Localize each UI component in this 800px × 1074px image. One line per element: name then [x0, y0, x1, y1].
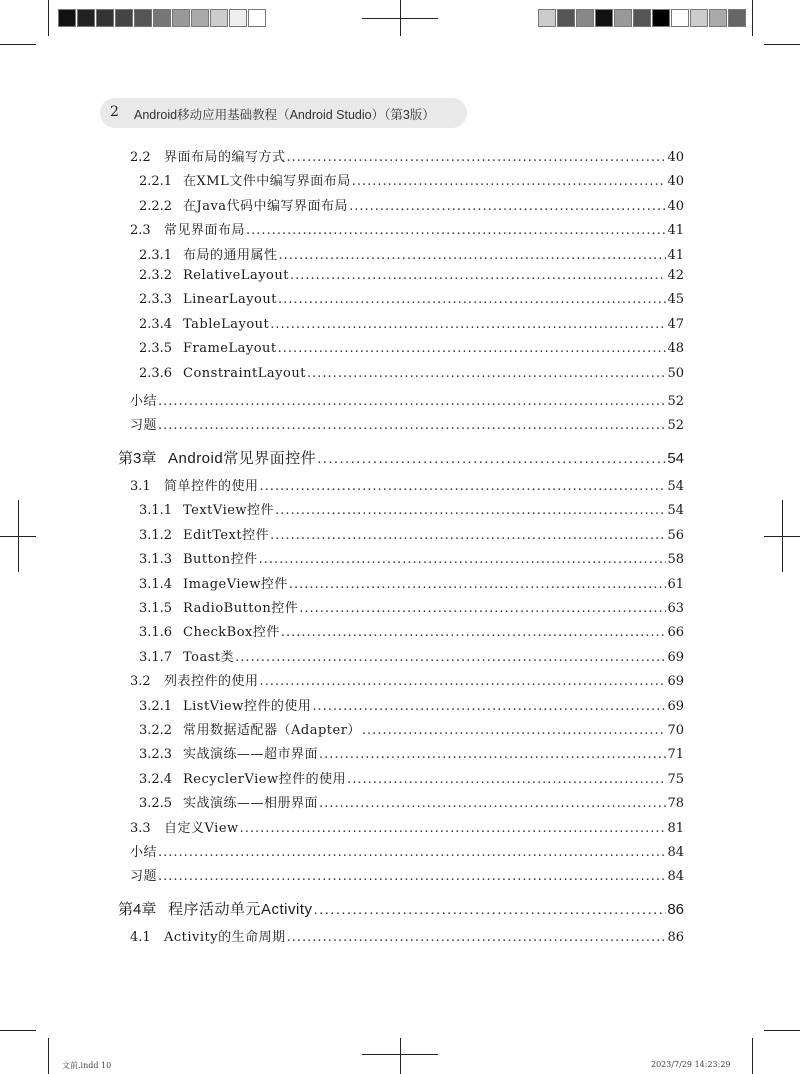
toc-entry-title: 实战演练——相册界面: [183, 796, 319, 812]
toc-entry-title: RecyclerView控件的使用: [183, 771, 347, 787]
toc-dot-leader: [278, 292, 666, 307]
toc-entry-page: 48: [667, 341, 684, 357]
toc-entry-number: 3.1.7: [139, 649, 173, 665]
toc-entry-page: 56: [667, 527, 684, 543]
toc-dot-leader: [287, 930, 667, 945]
toc-entry-page: 66: [667, 625, 684, 641]
toc-entry-number: 3.2.5: [139, 796, 173, 812]
toc-dot-leader: [312, 699, 666, 714]
color-swatch: [538, 9, 556, 27]
color-swatch: [229, 9, 247, 27]
toc-dot-leader: [349, 199, 666, 214]
color-swatch: [652, 9, 670, 27]
toc-dot-leader: [352, 174, 667, 189]
toc-entry: [118, 695, 684, 719]
color-swatch: [633, 9, 651, 27]
footer-file-name: 文前.indd 10: [62, 1061, 112, 1070]
toc-entry: [118, 926, 684, 950]
toc-entry-title: ListView控件的使用: [183, 698, 312, 714]
toc-entry-title: 在Java代码中编写界面布局: [183, 198, 349, 214]
toc-dot-leader: [287, 150, 667, 165]
toc-entry-title: 简单控件的使用: [164, 479, 259, 495]
toc-dot-leader: [314, 901, 667, 918]
toc-dot-leader: [260, 479, 667, 494]
color-swatch: [614, 9, 632, 27]
color-swatch: [248, 9, 266, 27]
toc-entry-page: 40: [667, 174, 684, 190]
toc-entry-number: 3.1.3: [139, 552, 173, 568]
toc-dot-leader: [279, 248, 667, 263]
toc-entry-page: 84: [667, 869, 684, 885]
color-swatch: [709, 9, 727, 27]
toc-entry: [118, 670, 684, 694]
toc-entry-title: 自定义View: [164, 820, 239, 836]
toc-entry-page: 69: [667, 649, 684, 665]
toc-entry-number: 2.3.6: [139, 365, 173, 381]
toc-entry-title: 在XML文件中编写界面布局: [183, 174, 351, 190]
toc-entry: [118, 768, 684, 792]
toc-entry-page: 81: [667, 820, 684, 836]
toc-dot-leader: [158, 418, 666, 433]
toc-entry-title: Toast类: [183, 649, 235, 665]
grayscale-color-bar-right: [538, 9, 747, 27]
toc-entry-page: 41: [667, 247, 684, 263]
toc-entry: [118, 524, 684, 548]
toc-entry-number: 2.2.1: [139, 174, 173, 190]
toc-entry-title: 常见界面布局: [164, 223, 246, 239]
toc-entry-page: 63: [667, 601, 684, 617]
color-swatch: [153, 9, 171, 27]
toc-chapter-entry: [118, 898, 684, 922]
color-swatch: [576, 9, 594, 27]
toc-entry-title: RadioButton控件: [183, 601, 299, 617]
toc-dot-leader: [275, 503, 666, 518]
toc-dot-leader: [158, 394, 666, 409]
toc-entry-title: Android常见界面控件: [168, 449, 317, 467]
toc-entry: [118, 317, 684, 341]
color-swatch: [58, 9, 76, 27]
toc-entry: [118, 292, 684, 316]
toc-dot-leader: [319, 747, 666, 762]
toc-entry: [118, 195, 684, 219]
toc-entry-number: 3.2: [130, 674, 151, 690]
toc-entry-number: 3.2.4: [139, 771, 173, 787]
toc-entry-page: 70: [667, 722, 684, 738]
toc-entry-page: 75: [667, 771, 684, 787]
toc-dot-leader: [158, 869, 666, 884]
toc-entry-page: 42: [667, 267, 684, 283]
toc-dot-leader: [317, 450, 666, 467]
toc-entry: [118, 621, 684, 645]
color-swatch: [728, 9, 746, 27]
toc-entry: [118, 414, 684, 438]
toc-entry-title: 列表控件的使用: [164, 674, 259, 690]
toc-dot-leader: [319, 796, 666, 811]
toc-entry: [118, 817, 684, 841]
toc-entry-title: CheckBox控件: [183, 625, 280, 641]
toc-entry-title: 界面布局的编写方式: [164, 150, 286, 165]
toc-entry-page: 41: [667, 223, 684, 239]
toc-entry: [118, 366, 684, 390]
toc-dot-leader: [278, 341, 667, 356]
toc-entry: [118, 219, 684, 243]
toc-entry-number: 第3章: [118, 449, 157, 467]
toc-dot-leader: [289, 577, 667, 592]
toc-dot-leader: [259, 552, 667, 567]
toc-entry-number: 4.1: [130, 930, 151, 946]
toc-entry-number: 3.2.1: [139, 698, 173, 714]
toc-entry-page: 86: [667, 900, 684, 918]
toc-entry-page: 45: [667, 292, 684, 308]
color-swatch: [77, 9, 95, 27]
toc-entry-number: 3.1.4: [139, 576, 173, 592]
toc-entry-page: 61: [667, 576, 684, 592]
color-swatch: [557, 9, 575, 27]
toc-entry-number: 3.3: [130, 820, 151, 836]
toc-entry: [118, 390, 684, 414]
toc-entry-number: 3.1.1: [139, 503, 173, 519]
toc-entry: [118, 146, 684, 170]
toc-entry-page: 47: [667, 316, 684, 332]
toc-entry-page: 54: [667, 449, 684, 467]
header-page-number: 2: [110, 104, 119, 120]
toc-entry: [118, 499, 684, 523]
toc-dot-leader: [158, 845, 666, 860]
toc-entry: [118, 792, 684, 816]
toc-entry-title: 程序活动单元Activity: [168, 900, 313, 918]
toc-entry-title: RelativeLayout: [183, 267, 289, 283]
toc-entry-page: 40: [667, 198, 684, 214]
toc-entry-page: 86: [667, 930, 684, 946]
toc-dot-leader: [362, 723, 667, 738]
toc-entry-title: LinearLayout: [183, 292, 277, 308]
toc-entry-page: 50: [667, 365, 684, 381]
toc-entry-title: 习题: [130, 418, 158, 434]
toc-entry-number: 3.2.3: [139, 747, 173, 763]
toc-entry-title: ImageView控件: [183, 576, 288, 592]
toc-entry-title: 小结: [130, 393, 158, 409]
toc-entry-page: 78: [667, 796, 684, 812]
toc-entry-title: 小结: [130, 844, 158, 860]
toc-dot-leader: [260, 674, 667, 689]
grayscale-color-bar-left: [58, 9, 267, 27]
toc-entry-number: 3.1.6: [139, 625, 173, 641]
toc-entry-number: 3.1: [130, 479, 151, 495]
toc-entry: [118, 268, 684, 292]
header-book-title: Android移动应用基础教程（Android Studio）（第3版）: [134, 108, 435, 122]
toc-entry: [118, 743, 684, 767]
toc-entry-number: 2.2: [130, 150, 151, 165]
toc-entry-number: 2.2.2: [139, 198, 173, 214]
toc-entry-page: 54: [667, 479, 684, 495]
toc-entry: [118, 646, 684, 670]
toc-dot-leader: [307, 366, 667, 381]
toc-entry-title: 实战演练——超市界面: [183, 747, 319, 763]
toc-entry-title: TextView控件: [183, 503, 275, 519]
color-swatch: [690, 9, 708, 27]
toc-dot-leader: [299, 601, 666, 616]
toc-dot-leader: [347, 772, 666, 787]
toc-dot-leader: [290, 268, 666, 283]
color-swatch: [115, 9, 133, 27]
color-swatch: [172, 9, 190, 27]
toc-entry-title: TableLayout: [183, 316, 270, 332]
toc-dot-leader: [246, 223, 666, 238]
toc-entry: [118, 865, 684, 889]
toc-entry-page: 71: [667, 747, 684, 763]
table-of-contents: [118, 146, 684, 951]
footer-timestamp: 2023/7/29 14:23:29: [651, 1060, 731, 1069]
toc-entry-title: EditText控件: [183, 527, 270, 543]
toc-dot-leader: [270, 528, 666, 543]
toc-entry-number: 3.1.5: [139, 601, 173, 617]
toc-dot-leader: [281, 625, 667, 640]
toc-entry: [118, 841, 684, 865]
toc-entry-page: 84: [667, 844, 684, 860]
color-swatch: [671, 9, 689, 27]
toc-entry: [118, 548, 684, 572]
toc-entry-title: 布局的通用属性: [183, 247, 278, 263]
toc-entry: [118, 597, 684, 621]
toc-entry-title: Activity的生命周期: [164, 930, 286, 946]
toc-entry: [118, 573, 684, 597]
toc-entry-page: 69: [667, 674, 684, 690]
color-swatch: [191, 9, 209, 27]
toc-entry-page: 58: [667, 552, 684, 568]
color-swatch: [96, 9, 114, 27]
toc-entry-page: 52: [667, 393, 684, 409]
toc-entry-page: 69: [667, 698, 684, 714]
toc-entry-page: 40: [667, 150, 684, 165]
toc-entry-number: 2.3.3: [139, 292, 173, 308]
toc-entry: [118, 244, 684, 268]
toc-entry-title: Button控件: [183, 552, 258, 568]
toc-entry-title: FrameLayout: [183, 341, 277, 357]
toc-entry-number: 2.3.5: [139, 341, 173, 357]
toc-entry: [118, 170, 684, 194]
color-swatch: [595, 9, 613, 27]
toc-entry-title: ConstraintLayout: [183, 365, 306, 381]
toc-entry: [118, 341, 684, 365]
toc-entry-page: 54: [667, 503, 684, 519]
toc-entry-title: 常用数据适配器（Adapter）: [183, 722, 361, 738]
toc-dot-leader: [270, 317, 666, 332]
color-swatch: [134, 9, 152, 27]
toc-entry-number: 2.3.4: [139, 316, 173, 332]
running-header: [100, 98, 467, 128]
toc-entry-number: 3.1.2: [139, 527, 173, 543]
toc-dot-leader: [240, 821, 667, 836]
color-swatch: [210, 9, 228, 27]
toc-entry: [118, 719, 684, 743]
toc-chapter-entry: [118, 447, 684, 471]
toc-entry-number: 第4章: [118, 900, 157, 918]
toc-dot-leader: [235, 650, 666, 665]
toc-entry-number: 3.2.2: [139, 722, 173, 738]
toc-entry-number: 2.3: [130, 223, 151, 239]
toc-entry-number: 2.3.2: [139, 267, 173, 283]
toc-entry: [118, 475, 684, 499]
toc-entry-title: 习题: [130, 869, 158, 885]
toc-entry-number: 2.3.1: [139, 247, 173, 263]
toc-entry-page: 52: [667, 418, 684, 434]
